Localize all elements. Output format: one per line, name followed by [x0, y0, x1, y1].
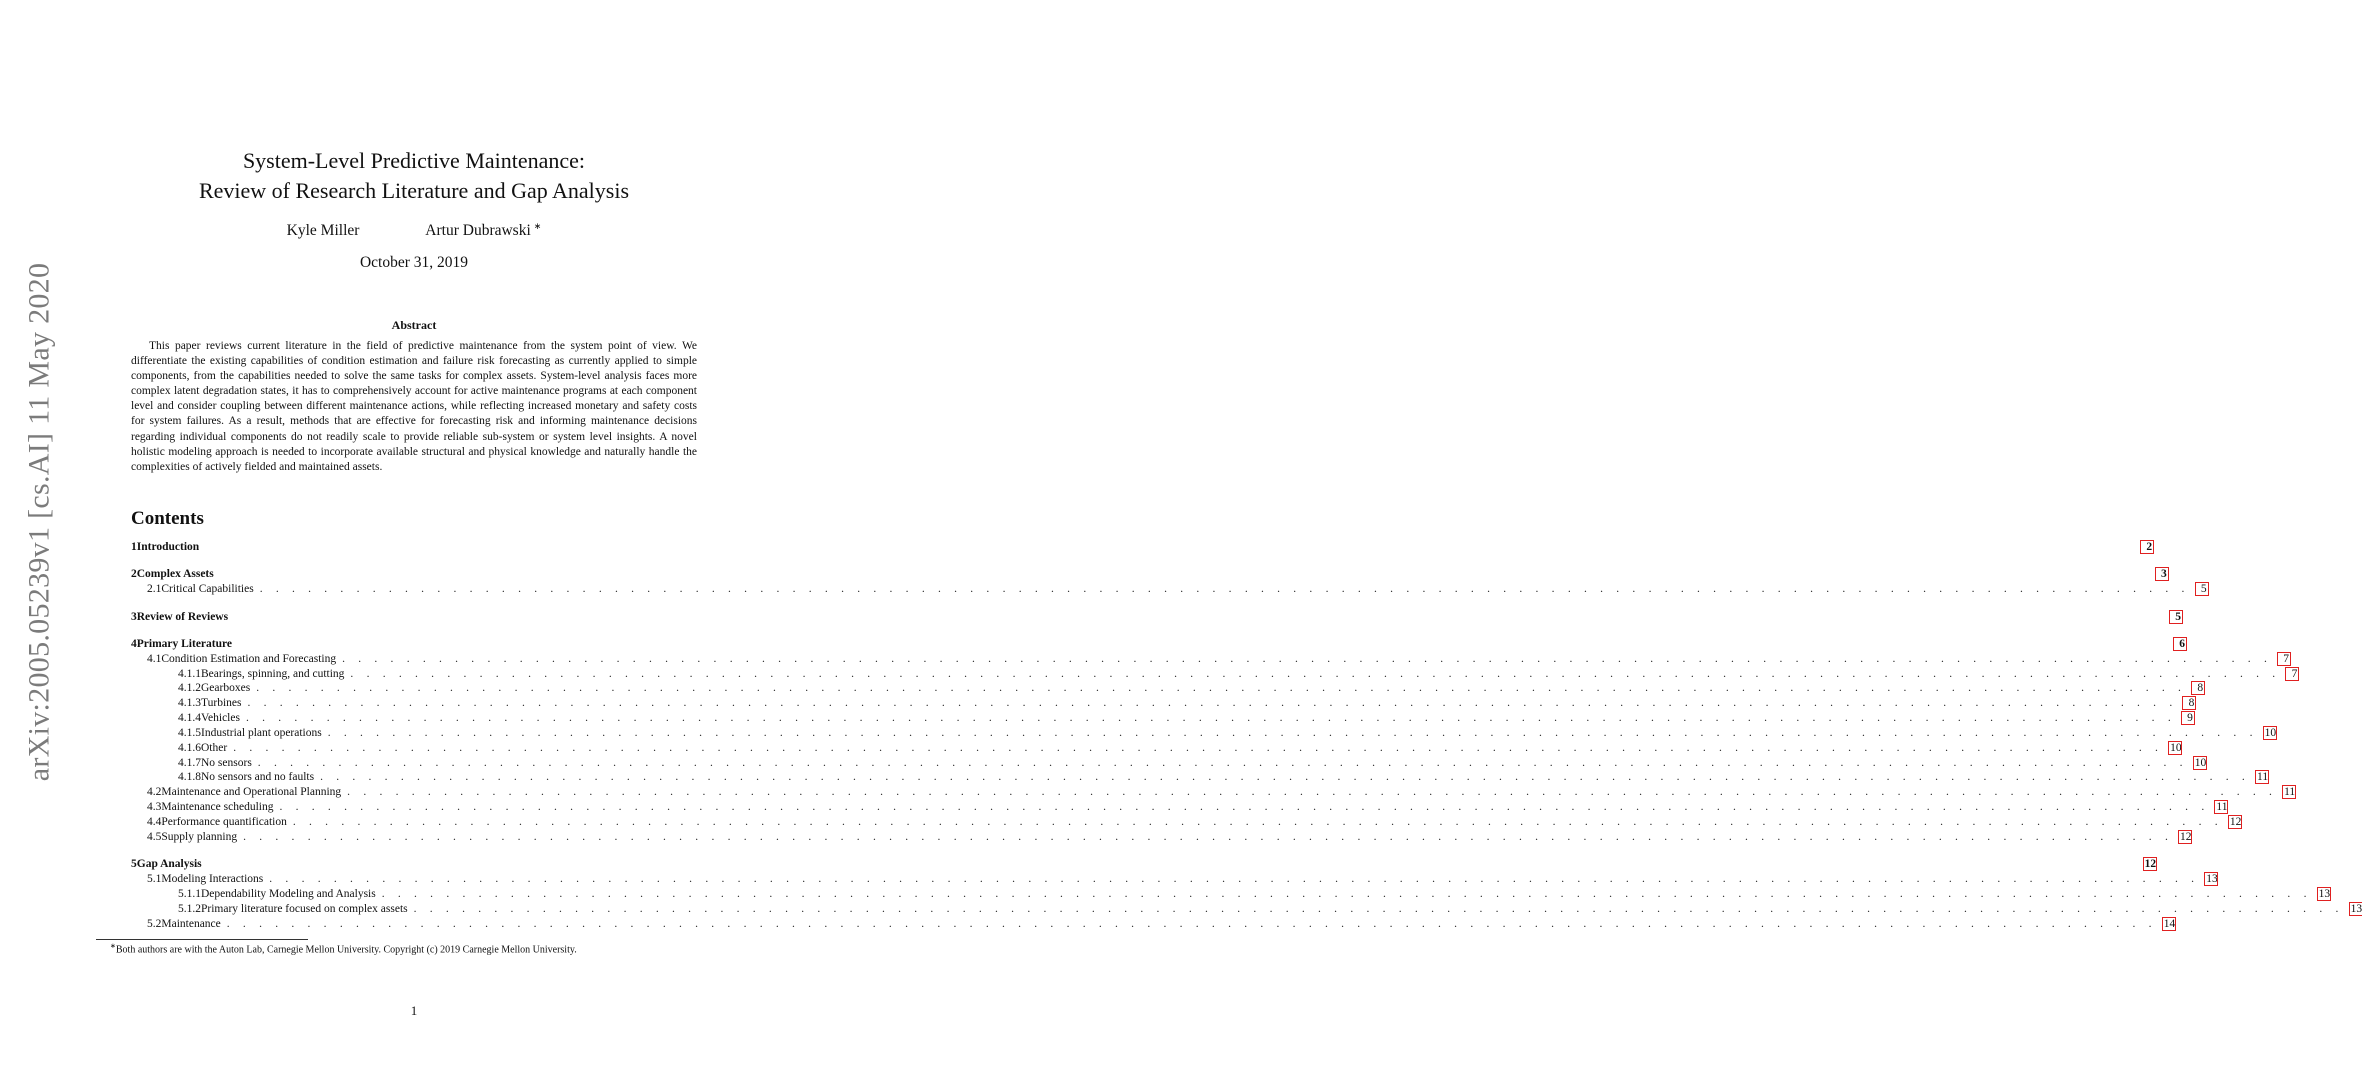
table-of-contents — [131, 541, 2362, 932]
toc-entry-number: 3 — [131, 610, 137, 623]
toc-page-link[interactable]: 8 — [2192, 682, 2204, 694]
footnote-text: Both authors are with the Auton Lab, Carnegie Mellon University. Copyright (c) 2019 Carnegie Mellon University. — [115, 944, 577, 956]
toc-entry-number: 4.4 — [147, 816, 162, 828]
toc-entry[interactable] — [131, 697, 2195, 712]
toc-dot-leader: . . . . . . . . . . . . . . . . . . . . . . . . . . . . . . . . . . . . . . . . . . . . . . . . . . . . . . . . . . . . . . . . . . . . . . . . . . . . . . . . . . . . . . . . . . . . . . . . . . . . . . . . . . . . . . . . . . . . . . . . — [269, 873, 2200, 886]
footnote — [110, 942, 730, 955]
toc-entry-label[interactable]: Critical Capabilities — [161, 583, 254, 596]
toc-dot-leader: . . . . . . . . . . . . . . . . . . . . . . . . . . . . . . . . . . . . . . . . . . . . . . . . . . . . . . . . . . . . . . . . . . . . . . . . . . . . . . . . . . . . . . . . . . . . . . . . . . . . . . . . . . . . . . . . . . . . . . . . — [279, 801, 2210, 814]
toc-dot-leader: . . . . . . . . . . . . . . . . . . . . . . . . . . . . . . . . . . . . . . . . . . . . . . . . . . . . . . . . . . . . . . . . . . . . . . . . . . . . . . . . . . . . . . . . . . . . . . . . . . . . . . . . . . . . . . . . . . . . . . . . — [247, 697, 2178, 710]
toc-entry-label[interactable]: Performance quantification — [161, 816, 287, 828]
toc-page-link[interactable]: 6 — [2174, 638, 2186, 650]
toc-entry-label[interactable]: Bearings, spinning, and cutting — [201, 667, 345, 680]
abstract-text: This paper reviews current literature in the field of predictive maintenance from the system point of view. We differentiate the existing capabilities of condition estimation and failure risk forecasting as currently applied to simple components, from the capabilities needed to solve the same tasks for complex assets. System-level analysis faces more complex latent degradation states, it has to comprehensively account for active maintenance programs at each component level and consider coupling between different maintenance actions, while reflecting increased monetary and safety costs for system failures. As a result, methods that are effective for forecasting risk and informing maintenance decisions regarding individual components do not readily scale to provide reliable sub-system or system level insights. A novel holistic modeling approach is needed to incorporate available structural and physical knowledge and naturally handle the complexities of actively fielded and maintained assets. — [131, 340, 697, 473]
toc-page-link[interactable]: 9 — [2182, 712, 2194, 724]
toc-dot-leader: . . . . . . . . . . . . . . . . . . . . . . . . . . . . . . . . . . . . . . . . . . . . . . . . . . . . . . . . . . . . . . . . . . . . . . . . . . . . . . . . . . . . . . . . . . . . . . . . . . . . . . . . . . . . . . . . . . . . . . . . — [381, 887, 2312, 900]
authors — [0, 221, 828, 240]
toc-entry[interactable] — [131, 858, 2157, 873]
toc-entry[interactable] — [131, 816, 2242, 831]
toc-page-link[interactable]: 10 — [2170, 741, 2182, 754]
toc-entry-label[interactable]: Complex Assets — [136, 568, 214, 581]
toc-entry[interactable] — [131, 887, 2331, 903]
toc-entry-label[interactable]: Maintenance and Operational Planning — [161, 786, 342, 799]
toc-entry-number: 4.1.2 — [178, 682, 201, 695]
toc-page-link[interactable]: 3 — [2156, 568, 2168, 580]
toc-entry-label[interactable]: Other — [201, 741, 228, 754]
toc-entry-label[interactable]: Vehicles — [201, 712, 240, 725]
toc-entry-number: 4.1.8 — [178, 771, 201, 784]
toc-entry-number: 5.1 — [147, 873, 162, 886]
toc-entry-label[interactable]: Gap Analysis — [136, 858, 202, 871]
toc-page-link[interactable]: 12 — [2229, 816, 2242, 828]
toc-entry-label[interactable]: No sensors and no faults — [201, 771, 315, 784]
toc-entry-number: 4.1.7 — [178, 756, 201, 769]
toc-entry[interactable] — [131, 786, 2296, 801]
toc-page-link[interactable]: 14 — [2163, 917, 2176, 930]
toc-dot-leader: . . . . . . . . . . . . . . . . . . . . . . . . . . . . . . . . . . . . . . . . . . . . . . . . . . . . . . . . . . . . . . . . . . . . . . . . . . . . . . . . . . . . . . . . . . . . . . . . . . . . . . . . . . . . . . . . . . . . . . . . — [327, 726, 2258, 739]
title-line-1: System-Level Predictive Maintenance: — [242, 148, 586, 173]
contents-heading: Contents — [131, 508, 204, 529]
toc-entry-number: 4.1.5 — [178, 726, 201, 739]
toc-dot-leader: . . . . . . . . . . . . . . . . . . . . . . . . . . . . . . . . . . . . . . . . . . . . . . . . . . . . . . . . . . . . . . . . . . . . . . . . . . . . . . . . . . . . . . . . . . . . . . . . . . . . . . . . . . . . . . . . . . . . . . . . — [342, 652, 2273, 665]
toc-entry-number: 4.1.6 — [178, 741, 201, 754]
toc-entry-number: 4.1.1 — [178, 667, 201, 680]
toc-page-link[interactable]: 10 — [2264, 726, 2277, 739]
toc-entry[interactable] — [131, 873, 2218, 888]
toc-entry[interactable] — [131, 712, 2193, 727]
toc-entry-number: 4.1 — [147, 652, 162, 665]
toc-entry-label[interactable]: Supply planning — [161, 830, 238, 843]
toc-entry[interactable] — [131, 682, 2204, 697]
footnote-mark: ∗ — [110, 942, 116, 950]
toc-page-link[interactable]: 8 — [2183, 697, 2195, 709]
toc-entry-label[interactable]: Primary Literature — [136, 637, 233, 650]
toc-entry-label[interactable]: Industrial plant operations — [201, 726, 322, 739]
toc-entry[interactable] — [131, 568, 2167, 583]
toc-entry-number: 5.1.2 — [178, 902, 201, 915]
toc-page-link[interactable]: 10 — [2194, 756, 2207, 769]
toc-page-link[interactable]: 7 — [2286, 668, 2298, 680]
toc-dot-leader: . . . . . . . . . . . . . . . . . . . . . . . . . . . . . . . . . . . . . . . . . . . . . . . . . . . . . . . . . . . . . . . . . . . . . . . . . . . . . . . . . . . . . . . . . . . . . . . . . . . . . . . . . . . . . . . . . . . . . . . . — [350, 667, 2281, 680]
footnote-rule — [96, 939, 308, 940]
toc-page-link[interactable]: 12 — [2144, 858, 2157, 871]
toc-entry-label[interactable]: Maintenance scheduling — [161, 801, 274, 814]
toc-page-link[interactable]: 13 — [2350, 902, 2362, 915]
toc-dot-leader: . . . . . . . . . . . . . . . . . . . . . . . . . . . . . . . . . . . . . . . . . . . . . . . . . . . . . . . . . . . . . . . . . . . . . . . . . . . . . . . . . . . . . . . . . . . . . . . . . . . . . . . . . . . . . . . . . . . . . . . . — [320, 771, 2251, 784]
toc-page-link[interactable]: 11 — [2284, 786, 2296, 799]
toc-entry[interactable] — [131, 610, 2182, 626]
toc-entry[interactable] — [131, 917, 2176, 933]
toc-page-link[interactable]: 13 — [2318, 887, 2331, 900]
toc-dot-leader: . . . . . . . . . . . . . . . . . . . . . . . . . . . . . . . . . . . . . . . . . . . . . . . . . . . . . . . . . . . . . . . . . . . . . . . . . . . . . . . . . . . . . . . . . . . . . . . . . . . . . . . . . . . . . . . . . . . . . . . . — [233, 741, 2164, 754]
toc-page-link[interactable]: 12 — [2180, 830, 2192, 843]
toc-page-link[interactable]: 11 — [2216, 801, 2228, 814]
toc-entry-label[interactable]: Review of Reviews — [136, 610, 229, 623]
toc-entry-label[interactable]: Introduction — [136, 541, 200, 553]
toc-dot-leader: . . . . . . . . . . . . . . . . . . . . . . . . . . . . . . . . . . . . . . . . . . . . . . . . . . . . . . . . . . . . . . . . . . . . . . . . . . . . . . . . . . . . . . . . . . . . . . . . . . . . . . . . . . . . . . . . . . . . . . . . — [259, 583, 2190, 596]
toc-entry-label[interactable]: Gearboxes — [201, 682, 251, 695]
toc-entry[interactable] — [131, 801, 2228, 816]
toc-page-link[interactable]: 5 — [2196, 583, 2208, 595]
toc-entry[interactable] — [131, 726, 2277, 742]
toc-entry-number: 4.5 — [147, 830, 162, 843]
toc-entry[interactable] — [131, 741, 2182, 757]
toc-entry-number: 4 — [131, 637, 137, 650]
toc-entry-number: 4.1.3 — [178, 697, 201, 710]
toc-entry-label[interactable]: Primary literature focused on complex assets — [201, 902, 408, 915]
toc-entry-label[interactable]: No sensors — [201, 756, 252, 769]
toc-entry-label[interactable]: Turbines — [201, 697, 242, 710]
author-footnote-mark[interactable]: ∗ — [533, 221, 542, 231]
abstract-heading: Abstract — [391, 318, 437, 332]
toc-entry[interactable] — [131, 902, 2362, 918]
toc-entry[interactable] — [131, 830, 2192, 846]
toc-entry-number: 2.1 — [147, 583, 162, 596]
toc-entry-number: 4.1.4 — [178, 712, 201, 725]
toc-page-link[interactable]: 5 — [2170, 611, 2182, 623]
toc-entry-number: 5.2 — [147, 917, 162, 930]
toc-page-link[interactable]: 2 — [2141, 541, 2153, 553]
arxiv-stamp — [22, 262, 56, 782]
title-line-2: Review of Research Literature and Gap Analysis — [198, 178, 630, 203]
paper-title — [100, 146, 728, 206]
toc-entry-number: 1 — [131, 541, 137, 553]
toc-entry-label[interactable]: Dependability Modeling and Analysis — [201, 887, 376, 900]
author-2: Artur Dubrawski — [425, 222, 531, 240]
toc-entry[interactable] — [131, 756, 2207, 772]
toc-page-link[interactable]: 13 — [2206, 873, 2218, 886]
toc-page-link[interactable]: 11 — [2257, 771, 2269, 784]
toc-entry[interactable] — [131, 637, 2185, 653]
toc-entry-label[interactable]: Modeling Interactions — [161, 873, 264, 886]
toc-entry[interactable] — [131, 667, 2298, 683]
toc-dot-leader: . . . . . . . . . . . . . . . . . . . . . . . . . . . . . . . . . . . . . . . . . . . . . . . . . . . . . . . . . . . . . . . . . . . . . . . . . . . . . . . . . . . . . . . . . . . . . . . . . . . . . . . . . . . . . . . . . . . . . . . . — [243, 830, 2174, 843]
toc-entry[interactable] — [131, 541, 2153, 556]
author-1: Kyle Miller — [286, 222, 360, 240]
toc-page-link[interactable]: 7 — [2278, 653, 2290, 665]
toc-entry-number: 5.1.1 — [178, 887, 201, 900]
toc-entry-number: 2 — [131, 568, 137, 581]
toc-entry-number: 5 — [131, 858, 137, 871]
toc-dot-leader: . . . . . . . . . . . . . . . . . . . . . . . . . . . . . . . . . . . . . . . . . . . . . . . . . . . . . . . . . . . . . . . . . . . . . . . . . . . . . . . . . . . . . . . . . . . . . . . . . . . . . . . . . . . . . . . . . . . . . . . . — [245, 712, 2176, 725]
toc-entry[interactable] — [131, 652, 2290, 668]
toc-entry-label[interactable]: Maintenance — [161, 917, 221, 930]
toc-dot-leader: . . . . . . . . . . . . . . . . . . . . . . . . . . . . . . . . . . . . . . . . . . . . . . . . . . . . . . . . . . . . . . . . . . . . . . . . . . . . . . . . . . . . . . . . . . . . . . . . . . . . . . . . . . . . . . . . . . . . . . . . — [347, 786, 2278, 799]
toc-dot-leader: . . . . . . . . . . . . . . . . . . . . . . . . . . . . . . . . . . . . . . . . . . . . . . . . . . . . . . . . . . . . . . . . . . . . . . . . . . . . . . . . . . . . . . . . . . . . . . . . . . . . . . . . . . . . . . . . . . . . . . . . — [257, 756, 2188, 769]
page-number: 1 — [410, 1003, 418, 1018]
toc-dot-leader: . . . . . . . . . . . . . . . . . . . . . . . . . . . . . . . . . . . . . . . . . . . . . . . . . . . . . . . . . . . . . . . . . . . . . . . . . . . . . . . . . . . . . . . . . . . . . . . . . . . . . . . . . . . . . . . . . . . . . . . . — [256, 682, 2187, 695]
paper-date: October 31, 2019 — [359, 254, 469, 271]
toc-dot-leader: . . . . . . . . . . . . . . . . . . . . . . . . . . . . . . . . . . . . . . . . . . . . . . . . . . . . . . . . . . . . . . . . . . . . . . . . . . . . . . . . . . . . . . . . . . . . . . . . . . . . . . . . . . . . . . . . . . . . . . . . — [413, 902, 2344, 915]
toc-entry-number: 4.3 — [147, 801, 162, 814]
toc-entry-number: 4.2 — [147, 786, 162, 799]
toc-entry[interactable] — [131, 583, 2207, 598]
toc-entry[interactable] — [131, 771, 2269, 786]
toc-dot-leader: . . . . . . . . . . . . . . . . . . . . . . . . . . . . . . . . . . . . . . . . . . . . . . . . . . . . . . . . . . . . . . . . . . . . . . . . . . . . . . . . . . . . . . . . . . . . . . . . . . . . . . . . . . . . . . . . . . . . . . . . — [226, 917, 2157, 930]
toc-dot-leader: . . . . . . . . . . . . . . . . . . . . . . . . . . . . . . . . . . . . . . . . . . . . . . . . . . . . . . . . . . . . . . . . . . . . . . . . . . . . . . . . . . . . . . . . . . . . . . . . . . . . . . . . . . . . . . . . . . . . . . . . — [292, 816, 2223, 828]
toc-entry-label[interactable]: Condition Estimation and Forecasting — [161, 652, 337, 665]
arxiv-stamp-text: arXiv:2005.05239v1 [cs.AI] 11 May 2020 — [22, 262, 56, 782]
